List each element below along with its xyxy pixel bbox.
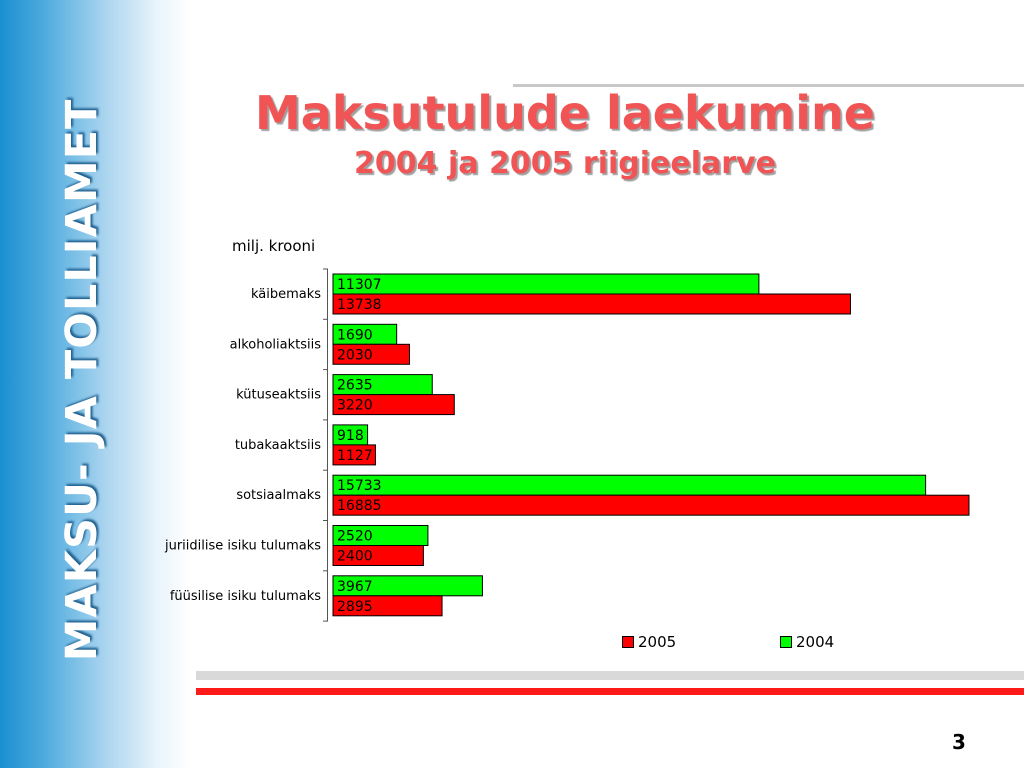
data-label-2004: 15733: [337, 478, 382, 495]
data-label-2004: 11307: [337, 277, 382, 293]
footer-grey-rule: [196, 671, 1024, 680]
bar-2005: [333, 294, 850, 314]
slide-title: Maksutulude laekumine: [255, 86, 875, 140]
legend-swatch-2005: [622, 636, 634, 648]
legend-label-2005: 2005: [638, 633, 677, 651]
data-label-2005: 2030: [337, 347, 373, 364]
bar-2004: [333, 274, 759, 294]
legend-item-2005: [622, 633, 676, 651]
legend-label-2004: 2004: [796, 633, 835, 651]
chart-unit-label: milj. krooni: [232, 237, 316, 255]
category-label: tubakaaktsiis: [234, 437, 321, 453]
data-label-2004: 2520: [337, 528, 373, 545]
footer-red-rule: [196, 688, 1024, 695]
bar-2005: [333, 495, 969, 515]
page-number: 3: [952, 730, 966, 754]
category-label: füüsilise isiku tulumaks: [169, 588, 321, 604]
data-label-2004: 918: [337, 427, 364, 444]
data-label-2005: 3220: [337, 397, 373, 414]
brand-text: MAKSU- JA TOLLIAMET: [57, 98, 107, 662]
data-label-2004: 1690: [337, 327, 373, 344]
data-label-2005: 1127: [337, 447, 373, 464]
legend-swatch-2004: [780, 636, 792, 648]
data-label-2005: 16885: [337, 498, 382, 515]
category-label: kütuseaktsiis: [236, 387, 321, 403]
slide-subtitle: 2004 ja 2005 riigieelarve: [354, 146, 776, 181]
category-label: alkoholiaktsiis: [229, 337, 321, 353]
category-label: sotsiaalmaks: [236, 488, 321, 504]
data-label-2005: 2400: [337, 548, 373, 565]
category-label: käibemaks: [250, 287, 321, 302]
data-label-2005: 2895: [337, 598, 373, 615]
category-label: juriidilise isiku tulumaks: [164, 538, 321, 554]
legend-item-2004: [780, 633, 834, 651]
data-label-2005: 13738: [337, 297, 382, 313]
bar-2004: [333, 475, 926, 495]
data-label-2004: 3967: [337, 578, 373, 595]
data-label-2004: 2635: [337, 377, 373, 394]
